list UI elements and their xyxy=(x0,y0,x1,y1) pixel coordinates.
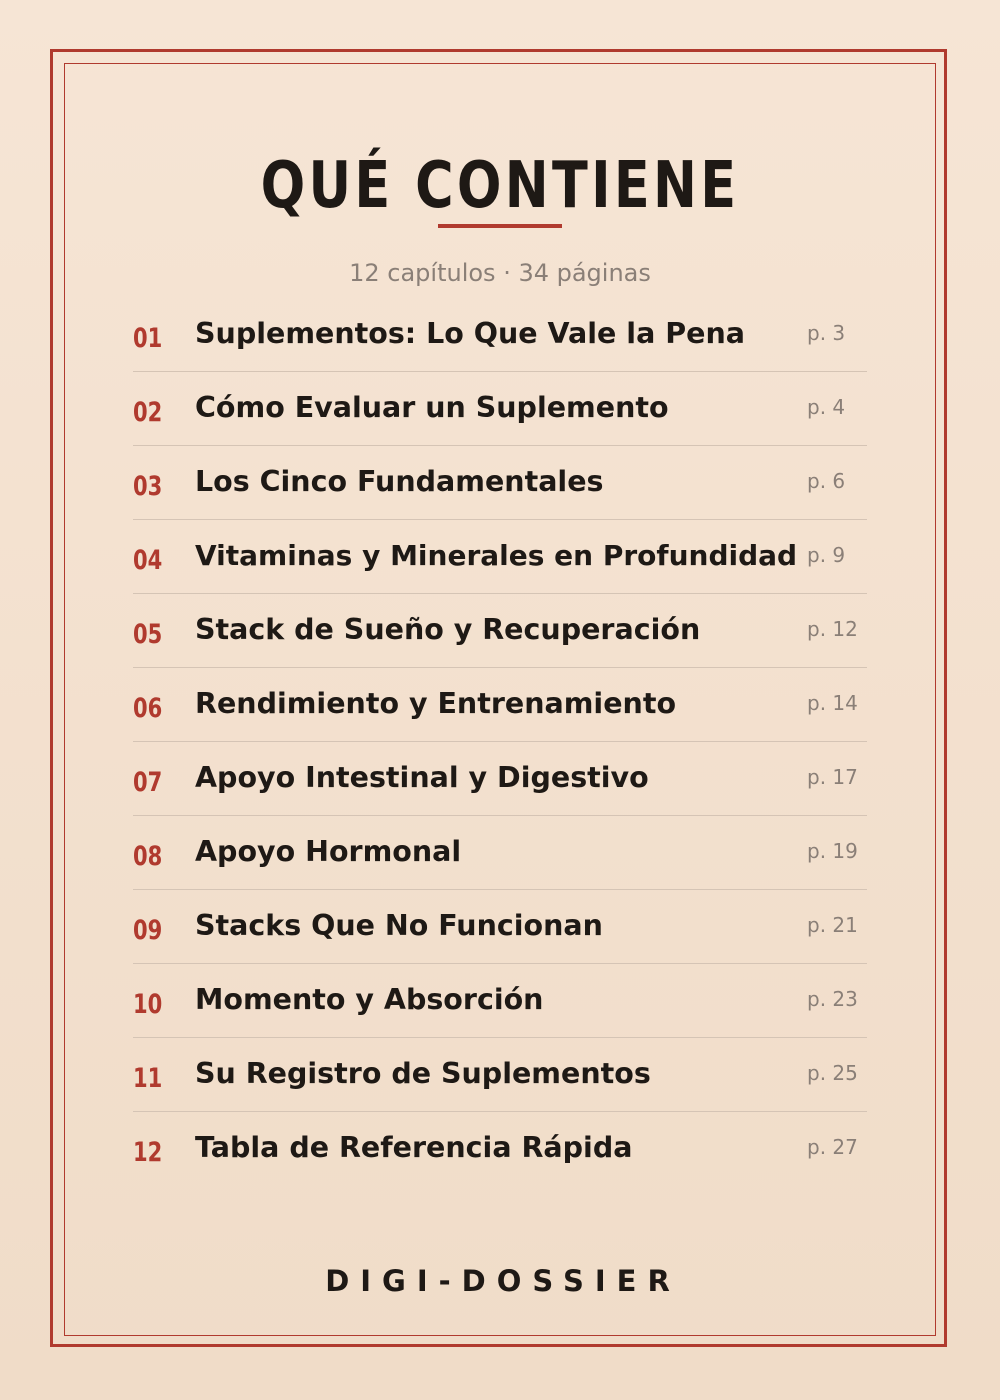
chapter-number: 09 xyxy=(133,915,163,946)
chapter-title: Los Cinco Fundamentales xyxy=(195,465,604,498)
toc-entry-03[interactable] xyxy=(133,446,867,520)
toc-entry-01[interactable] xyxy=(133,298,867,372)
chapter-number: 12 xyxy=(133,1137,163,1168)
chapter-number: 01 xyxy=(133,323,163,354)
brand-footer: DIGI-DOSSIER xyxy=(325,1264,681,1298)
chapter-title: Stacks Que No Funcionan xyxy=(195,909,603,942)
chapter-page: p. 17 xyxy=(807,765,858,789)
chapter-number: 07 xyxy=(133,767,163,798)
toc-entry-10[interactable] xyxy=(133,964,867,1038)
chapter-title: Suplementos: Lo Que Vale la Pena xyxy=(195,317,745,350)
chapter-title: Momento y Absorción xyxy=(195,983,544,1016)
chapter-number: 02 xyxy=(133,397,163,428)
toc-entry-05[interactable] xyxy=(133,594,867,668)
chapter-page: p. 4 xyxy=(807,395,846,419)
toc-entry-09[interactable] xyxy=(133,890,867,964)
chapter-title: Stack de Sueño y Recuperación xyxy=(195,613,701,646)
chapter-number: 05 xyxy=(133,619,163,650)
chapter-number: 06 xyxy=(133,693,163,724)
chapter-number: 04 xyxy=(133,545,163,576)
chapter-number: 11 xyxy=(133,1063,163,1094)
chapter-page: p. 14 xyxy=(807,691,858,715)
table-of-contents xyxy=(133,298,867,1186)
chapter-title: Apoyo Hormonal xyxy=(195,835,462,868)
chapter-page: p. 25 xyxy=(807,1061,858,1085)
page-title: QUÉ CONTIENE xyxy=(260,149,740,223)
chapter-title: Tabla de Referencia Rápida xyxy=(195,1131,633,1164)
chapter-title: Vitaminas y Minerales en Profundidad xyxy=(195,539,798,572)
chapter-title: Rendimiento y Entrenamiento xyxy=(195,687,677,720)
chapter-page: p. 21 xyxy=(807,913,858,937)
toc-entry-08[interactable] xyxy=(133,816,867,890)
chapter-number: 08 xyxy=(133,841,163,872)
toc-entry-11[interactable] xyxy=(133,1038,867,1112)
title-underline xyxy=(438,224,562,228)
chapter-page: p. 6 xyxy=(807,469,846,493)
chapter-page: p. 27 xyxy=(807,1135,858,1159)
page-subtitle: 12 capítulos · 34 páginas xyxy=(349,259,651,287)
chapter-page: p. 19 xyxy=(807,839,858,863)
chapter-number: 03 xyxy=(133,471,163,502)
toc-entry-04[interactable] xyxy=(133,520,867,594)
chapter-title: Su Registro de Suplementos xyxy=(195,1057,651,1090)
toc-entry-12[interactable] xyxy=(133,1112,867,1186)
chapter-number: 10 xyxy=(133,989,163,1020)
chapter-page: p. 23 xyxy=(807,987,858,1011)
toc-entry-07[interactable] xyxy=(133,742,867,816)
chapter-title: Cómo Evaluar un Suplemento xyxy=(195,391,669,424)
toc-entry-02[interactable] xyxy=(133,372,867,446)
chapter-page: p. 3 xyxy=(807,321,846,345)
toc-entry-06[interactable] xyxy=(133,668,867,742)
chapter-title: Apoyo Intestinal y Digestivo xyxy=(195,761,649,794)
chapter-page: p. 9 xyxy=(807,543,846,567)
chapter-page: p. 12 xyxy=(807,617,858,641)
